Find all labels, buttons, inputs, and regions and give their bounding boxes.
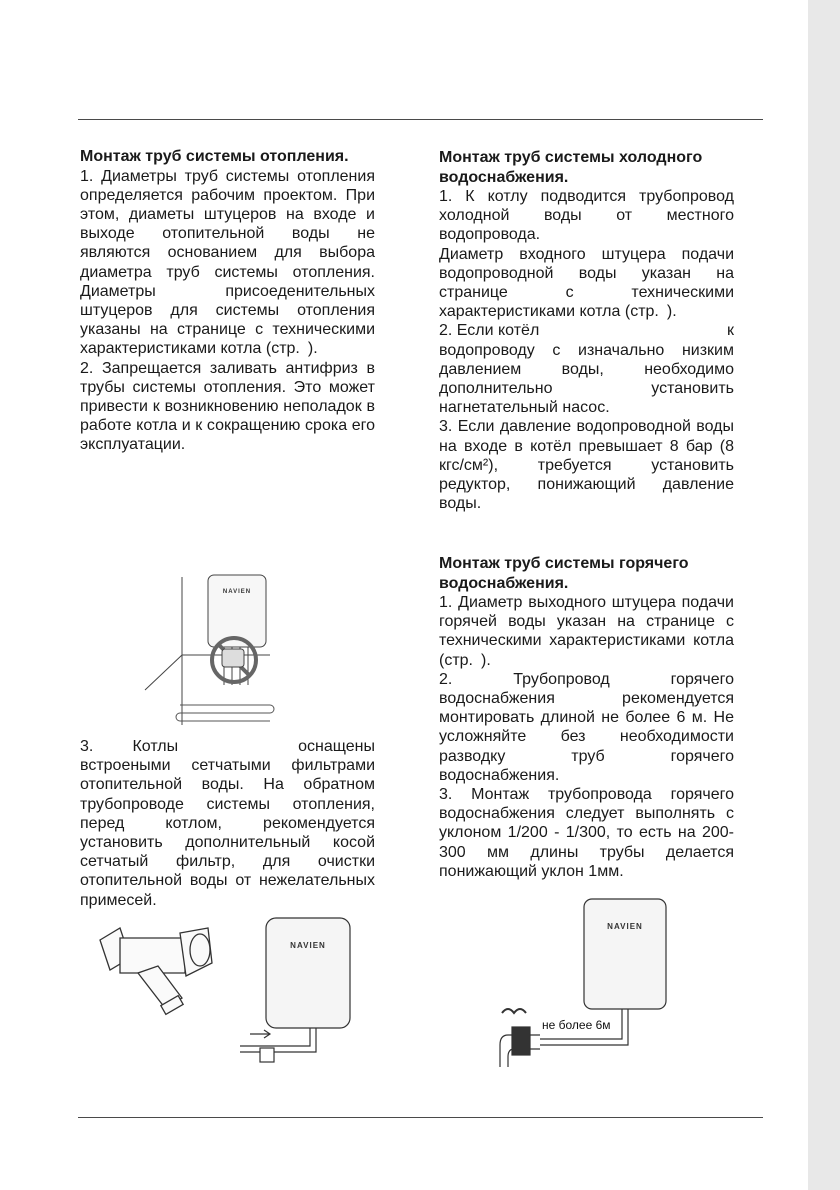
boiler-brand-logo-3: NAVIEN [607,922,643,931]
cold-water-section [439,148,734,513]
hot-water-paragraph-2: 2. Трубопровод горячего водоснабжения рекомендуется монтировать длиной не более 6 м. Не усложняйте без необходимости разводку труб горячего водоснабжения. [439,670,734,784]
hot-water-section [439,554,734,881]
cold-water-paragraph-2: 2. Если котёл к водопроводу с изначально низким давлением воды, необходимо дополнительно установить нагнетательный насос. [439,322,734,417]
pipe-length-label: не более 6м [542,1018,611,1032]
boiler-brand-logo-1: NAVIEN [222,589,252,595]
hot-water-paragraph-3: 3. Монтаж трубопровода горячего водоснабжения следует выполнять с уклоном 1/200 - 1/300, то есть на 200-300 мм длины трубы делается понижающий уклон 1мм. [439,786,734,880]
cold-water-paragraph-3: 3. Если давление водопроводной воды на входе в котёл превышает 8 бар (8 кгс/см²), требуется установить редуктор, понижающий давление воды. [439,418,734,513]
bottom-rule [78,1117,763,1118]
filter-section [80,737,375,910]
boiler-brand-logo-2: NAVIEN [290,941,326,950]
heating-paragraph-3: 3. Котлы оснащены встроеными сетчатыми фильтрами отопительной воды. На обратном трубопроводе системы отопления, перед котлом, рекомендуется установить дополнительный косой сетчатый фильтр, для очистки отопительной воды от нежелательных примесей. [80,738,375,909]
heating-section [80,147,375,455]
boiler-hot-water-pipe-illustration [480,895,670,1075]
cold-water-paragraph-1: 1. К котлу подводится трубопровод холодной воды от местного водопровода. [439,188,734,244]
antifreeze-prohibited-illustration [140,565,280,735]
y-strainer-filter-illustration [90,918,220,1028]
cold-water-paragraph-1b: Диаметр входного штуцера подачи водопроводной воды указан на странице с техническими характеристиками котла (стр. ). [439,245,734,321]
hot-water-title: Монтаж труб системы горячего водоснабжения. [439,555,689,592]
boiler-return-filter-illustration [230,912,360,1077]
heating-paragraph-1: 1. Диаметры труб системы отопления определяется рабочим проектом. При этом, диаметы штуцеров на входе и выходе отопительной воды не являются основанием для выбора диаметра труб системы отопления. Диаметры присоеденительных штуцеров для системы отопления указаны на странице с техническими характеристиками котла (стр. ). [80,167,375,358]
heating-paragraph-2: 2. Запрещается заливать антифриз в трубы системы отопления. Это может привести к возникновению неполадок в работе котла и к сокращению срока его эксплуатации. [80,359,375,454]
page-edge-strip [808,0,840,1190]
top-rule [78,119,763,120]
hot-water-paragraph-1: 1. Диаметр выходного штуцера подачи горячей воды указан на странице с техническими характеристиками котла (стр. ). [439,594,734,669]
heating-title: Монтаж труб системы отопления. [80,148,349,165]
cold-water-title: Монтаж труб системы холодного водоснабжения. [439,149,703,186]
